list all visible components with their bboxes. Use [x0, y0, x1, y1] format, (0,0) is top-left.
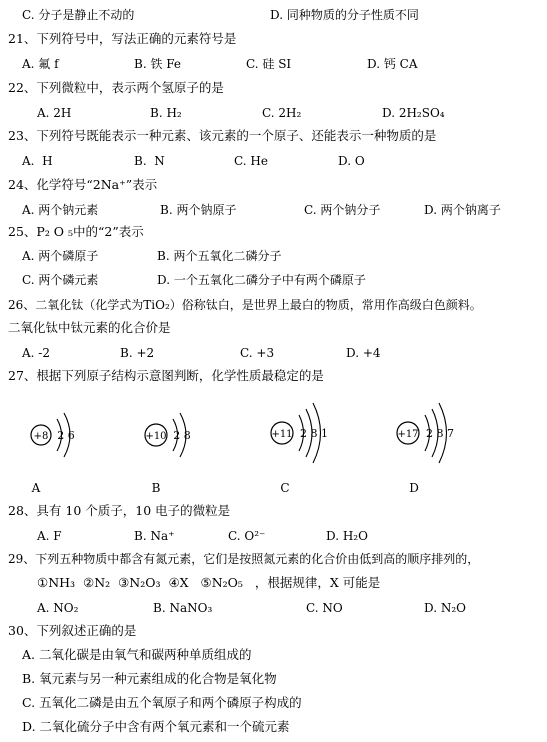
q22-option-a: A. 2H	[37, 106, 72, 120]
q21-option-a: A. 氟 f	[22, 57, 59, 71]
electron-shells-d: 2 8 7	[426, 427, 454, 440]
q22-option-d: D. 2H₂SO₄	[382, 106, 445, 120]
q28-stem: 28、具有 10 个质子，10 电子的微粒是	[8, 503, 231, 518]
q23-option-d: D. O	[338, 154, 365, 168]
q28-option-a: A. F	[37, 529, 62, 543]
q26-option-b: B. +2	[120, 346, 155, 360]
q26-option-d: D. +4	[346, 346, 381, 360]
q26-option-a: A. -2	[22, 346, 50, 360]
q27-stem: 27、根据下列原子结构示意图判断，化学性质最稳定的是	[8, 368, 324, 383]
electron-shells-c: 2 8 1	[300, 427, 328, 440]
q26-option-c: C. +3	[240, 346, 275, 360]
nucleus-charge-d: +17	[397, 429, 419, 440]
q23-option-c: C. He	[234, 154, 268, 168]
q26-stem: 26、二氧化钛（化学式为TiO₂）俗称钛白，是世界上最白的物质，常用作高级白色颜料。	[8, 298, 482, 312]
q21-stem: 21、下列符号中，写法正确的元素符号是	[8, 31, 237, 46]
q30-option-a: A. 二氧化碳是由氧气和碳两种单质组成的	[22, 647, 252, 662]
q25-option-d: D. 一个五氧化二磷分子中有两个磷原子	[157, 273, 366, 287]
q30-option-c: C. 五氧化二磷是由五个氧原子和两个磷原子构成的	[22, 695, 302, 710]
q24-option-b: B. 两个钠原子	[160, 203, 237, 217]
q28-option-c: C. O²⁻	[228, 529, 266, 543]
q22-stem: 22、下列微粒中，表示两个氢原子的是	[8, 80, 224, 95]
atom-label-b: B	[151, 481, 161, 495]
atom-c	[271, 403, 328, 495]
atom-label-d: D	[409, 481, 419, 495]
q26-stem-2: 二氧化钛中钛元素的化合价是	[8, 320, 171, 335]
q30-option-d: D. 二氧化硫分子中含有两个氧元素和一个硫元素	[22, 719, 290, 734]
q29-option-c: C. NO	[306, 601, 343, 615]
q25-option-a: A. 两个磷原子	[22, 249, 99, 263]
electron-shells-b: 2 8	[173, 429, 191, 442]
q20-option-c: C. 分子是静止不动的	[22, 8, 135, 22]
q29-stem: 29、下列五种物质中都含有氮元素，它们是按照氮元素的化合价由低到高的顺序排列的，	[8, 552, 480, 566]
q29-option-d: D. N₂O	[424, 601, 466, 615]
q29-option-a: A. NO₂	[37, 601, 79, 615]
q25-stem: 25、P₂ O ₅中的“2”表示	[8, 224, 144, 239]
q23-option-b: B. N	[134, 154, 165, 168]
q25-option-c: C. 两个磷元素	[22, 273, 99, 287]
nucleus-charge-b: +10	[145, 431, 167, 442]
q30-stem: 30、下列叙述正确的是	[8, 623, 137, 638]
q23-stem: 23、下列符号既能表示一种元素、该元素的一个原子、还能表示一种物质的是	[8, 128, 437, 143]
atom-label-a: A	[31, 481, 41, 495]
q29-sequence: ①NH₃ ②N₂ ③N₂O₃ ④X ⑤N₂O₅ ，根据规律，X 可能是	[37, 575, 381, 590]
q28-option-d: D. H₂O	[326, 529, 368, 543]
q22-option-c: C. 2H₂	[262, 106, 302, 120]
q21-option-b: B. 铁 Fe	[134, 57, 182, 71]
nucleus-charge-a: +8	[33, 431, 49, 442]
atom-d	[397, 403, 454, 495]
atom-a	[31, 413, 75, 495]
atom-diagrams	[0, 395, 547, 500]
nucleus-charge-c: +11	[271, 429, 293, 440]
q29-option-b: B. NaNO₃	[153, 601, 213, 615]
q25-option-b: B. 两个五氧化二磷分子	[157, 249, 282, 263]
atom-b	[145, 413, 191, 495]
electron-shells-a: 2 6	[57, 429, 75, 442]
q30-option-b: B. 氧元素与另一种元素组成的化合物是氧化物	[22, 671, 277, 686]
q21-option-d: D. 钙 CA	[367, 57, 418, 71]
q28-option-b: B. Na⁺	[134, 529, 175, 543]
q22-option-b: B. H₂	[150, 106, 182, 120]
q20-option-d: D. 同种物质的分子性质不同	[270, 8, 419, 22]
q24-option-d: D. 两个钠离子	[424, 203, 501, 217]
q21-option-c: C. 硅 SI	[246, 57, 292, 71]
q23-option-a: A. H	[22, 154, 53, 168]
q24-option-c: C. 两个钠分子	[304, 203, 381, 217]
atom-label-c: C	[280, 481, 290, 495]
q24-stem: 24、化学符号“2Na⁺”表示	[8, 177, 158, 192]
q24-option-a: A. 两个钠元素	[22, 203, 99, 217]
